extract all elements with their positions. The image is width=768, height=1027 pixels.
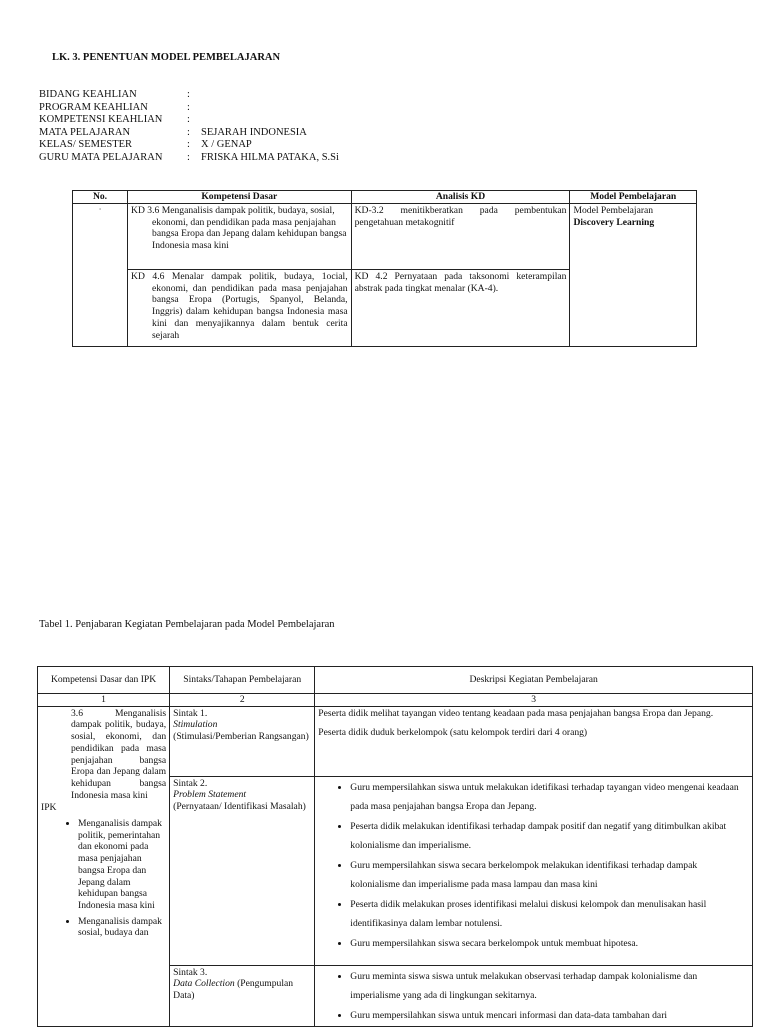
header-kompetensi-dasar: Kompetensi Dasar <box>128 191 352 204</box>
model-name: Discovery Learning <box>573 216 655 228</box>
sintak-cell <box>170 965 315 1027</box>
meta-label: MATA PELAJARAN <box>39 126 131 138</box>
meta-row-guru: GURU MATA PELAJARAN : FRISKA HILMA PATAKA, S.Si <box>39 151 339 163</box>
description-text: Peserta didik duduk berkelompok (satu kelompok terdiri dari 4 orang) <box>318 727 588 739</box>
sintak-label: Sintak 1. <box>173 707 208 719</box>
meta-value: FRISKA HILMA PATAKA, S.Si <box>201 151 339 163</box>
header-model-pembelajaran: Model Pembelajaran <box>570 191 697 204</box>
analisis-cell: KD-3.2 menitikberatkan pada pembentukan pengetahuan metakognitif <box>351 204 570 270</box>
ipk-label: IPK <box>41 802 57 814</box>
column-number: 1 <box>38 694 170 707</box>
column-number: 3 <box>315 694 753 707</box>
sintak-name: Data Collection <box>173 978 235 990</box>
table-header-row <box>38 667 753 694</box>
kd-cell: KD 3.6 Menganalisis dampak politik, budaya, sosial, ekonomi, dan pendidikan pada masa penjajahan bangsa Eropa dan Jepang dalam kehidupan bangsa Indonesia masa kini <box>128 204 352 270</box>
meta-label: BIDANG KEAHLIAN <box>39 89 137 100</box>
table-row <box>73 204 697 270</box>
meta-label: GURU MATA PELAJARAN <box>39 151 163 163</box>
sintak-label: Sintak 3. <box>173 966 208 978</box>
meta-row-mapel: MATA PELAJARAN : SEJARAH INDONESIA <box>39 126 307 138</box>
meta-row-bidang: BIDANG KEAHLIAN : <box>39 89 190 100</box>
activity-list <box>318 778 749 954</box>
description-text: Peserta didik melihat tayangan video tentang keadaan pada masa penjajahan bangsa Eropa dan Jepang. <box>318 707 714 719</box>
table-header-row <box>73 191 697 204</box>
sintak-cell <box>170 776 315 965</box>
sintak-desc: (Pengumpulan Data) <box>173 978 294 1002</box>
meta-row-kompetensi: KOMPETENSI KEAHLIAN : <box>39 114 190 126</box>
sintak-desc: (Pernyataan/ Identifikasi Masalah) <box>173 801 306 813</box>
row-number-cell: · <box>73 204 128 347</box>
header-analisis-kd: Analisis KD <box>351 191 570 204</box>
meta-row-kelas: KELAS/ SEMESTER : X / GENAP <box>39 139 252 151</box>
kd-analysis-table <box>72 190 697 347</box>
column-number-row <box>38 694 753 707</box>
meta-row-program: PROGRAM KEAHLIAN : <box>39 101 190 113</box>
description-cell <box>315 965 753 1027</box>
ipk-list <box>41 818 166 939</box>
table-caption: Tabel 1. Penjabaran Kegiatan Pembelajaran pada Model Pembelajaran <box>39 619 335 630</box>
analisis-cell: KD 4.2 Pernyataan pada taksonomi keterampilan abstrak pada tingkat menalar (KA-4). <box>351 270 570 347</box>
kd-text: 3.6 Menganalisis dampak politik, budaya, sosial, ekonomi, dan pendidikan pada masa penjajahan bangsa Eropa dan Jepang dalam kehidupan bangsa Indonesia masa kini <box>71 707 167 801</box>
learning-activity-table <box>37 666 753 1027</box>
model-cell <box>570 204 697 347</box>
model-label: Model Pembelajaran <box>573 205 654 216</box>
column-number: 2 <box>170 694 315 707</box>
description-cell <box>315 706 753 776</box>
sintak-cell <box>170 706 315 776</box>
sintak-name: Problem Statement <box>173 789 247 801</box>
table-row <box>38 706 753 776</box>
meta-label: PROGRAM KEAHLIAN <box>39 101 148 113</box>
sintak-name: Stimulation <box>173 719 218 731</box>
meta-label: KELAS/ SEMESTER <box>39 139 133 151</box>
list-item: • Guru mempersilahkan siswa secara berkelompok untuk membuat hipotesa. <box>350 934 749 954</box>
list-item: • Peserta didik melakukan proses identifikasi melalui diskusi kelompok dan menulisakan hasil identifikasinya dalam lembar notulensi. <box>350 895 749 934</box>
identity-block <box>39 89 339 165</box>
kd-cell: KD 4.6 Menalar dampak politik, budaya, 1ocial, ekonomi, dan pendidikan pada masa penjajahan bangsa Eropa (Portugis, Spanyol, Belanda, Inggris) dalam kehidupan bangsa Indonesia masa kini dan menyajikannya dalam bentuk cerita sejarah <box>128 270 352 347</box>
list-item: • Guru mempersilahkan siswa untuk melakukan idetifikasi terhadap tayangan video mengenai keadaan pada masa penjajahan bangsa Eropa dan Jepang. <box>350 778 749 817</box>
list-item: • Guru meminta siswa siswa untuk melakukan observasi terhadap dampak kolonialisme dan imperialisme yang ada di lingkungan sekitarnya. <box>350 967 749 1006</box>
sintak-label: Sintak 2. <box>173 777 208 789</box>
header-sintaks: Sintaks/Tahapan Pembelajaran <box>170 667 315 694</box>
list-item: • Guru mempersilahkan siswa secara berkelompok melakukan identifikasi terhadap dampak kolonialisme dan imperialisme pada masa lampau dan masa kini <box>350 856 749 895</box>
list-item: • Menganalisis dampak sosial, budaya dan <box>78 916 166 939</box>
list-item: • Menganalisis dampak politik, pemerintahan dan ekonomi pada masa penjajahan bangsa Eropa dan Jepang dalam kehidupan bangsa Indonesia masa kini <box>78 818 166 912</box>
kd-ipk-cell <box>38 706 170 1027</box>
list-item: • Guru mempersilahkan siswa untuk mencari informasi dan data-data tambahan dari <box>350 1006 749 1026</box>
worksheet-title: LK. 3. PENENTUAN MODEL PEMBELAJARAN <box>52 52 281 63</box>
sintak-title <box>173 978 311 1001</box>
meta-label: KOMPETENSI KEAHLIAN <box>39 114 163 126</box>
list-item: • Peserta didik melakukan identifikasi terhadap dampak positif dan negatif yang ditimbulkan akibat kolonialisme dan imperialisme. <box>350 817 749 856</box>
sintak-desc: (Stimulasi/Pemberian Rangsangan) <box>173 731 309 743</box>
meta-value: SEJARAH INDONESIA <box>201 126 307 138</box>
activity-list <box>318 967 749 1026</box>
description-cell <box>315 776 753 965</box>
meta-value: X / GENAP <box>201 139 252 151</box>
header-deskripsi: Deskripsi Kegiatan Pembelajaran <box>315 667 753 694</box>
header-kd-ipk: Kompetensi Dasar dan IPK <box>38 667 170 694</box>
header-no: No. <box>73 191 128 204</box>
